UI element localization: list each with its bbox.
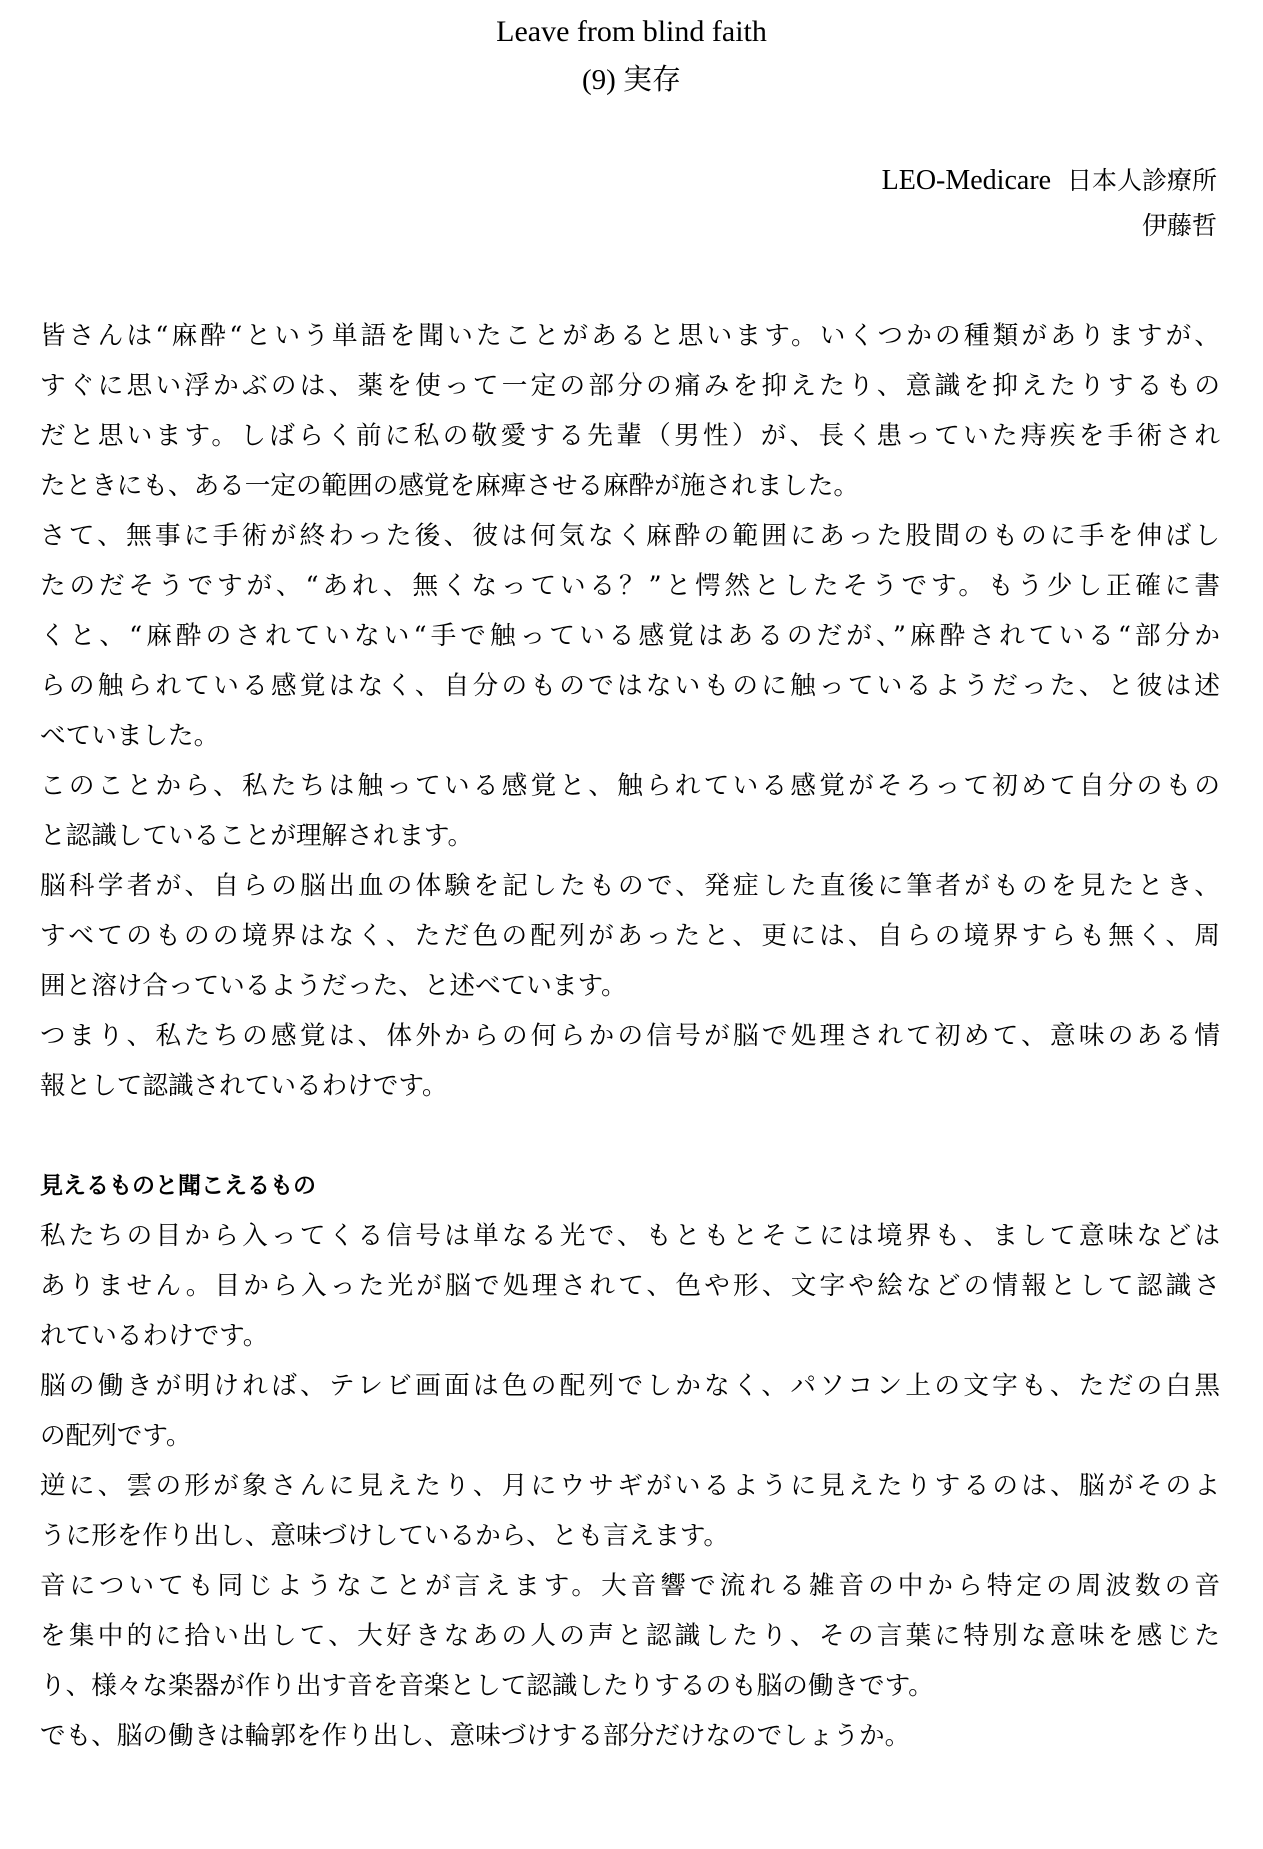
paragraph-line: さて、無事に手術が終わった後、彼は何気なく麻酔の範囲にあった股間のものに手を伸ばし [40,521,1220,551]
section-heading: 見えるものと聞こえるもの [40,1173,316,1199]
paragraph-line: 皆さんは“麻酔“という単語を聞いたことがあると思います。いくつかの種類がありますが、 [40,321,1220,351]
paragraph-line: 逆に、雲の形が象さんに見えたり、月にウサギがいるように見えたりするのは、脳がそのよ [40,1471,1220,1501]
paragraph-line: 私たちの目から入ってくる信号は単なる光で、もともとそこには境界も、まして意味などは [40,1221,1220,1251]
paragraph-line: 脳科学者が、自らの脳出血の体験を記したもので、発症した直後に筆者がものを見たとき、 [40,871,1220,901]
paragraph-line: べていました。 [40,721,220,751]
paragraph-line: つまり、私たちの感覚は、体外からの何らかの信号が脳で処理されて初めて、意味のある情 [40,1021,1220,1051]
paragraph-line: だと思います。しばらく前に私の敬愛する先輩（男性）が、長く患っていた痔疾を手術され [40,421,1220,451]
paragraph-line: と認識していることが理解されます。 [40,821,474,851]
paragraph-line: このことから、私たちは触っている感覚と、触られている感覚がそろって初めて自分のもの [40,771,1220,801]
paragraph-line: でも、脳の働きは輪郭を作り出し、意味づけする部分だけなのでしょうか。 [40,1721,911,1751]
paragraph-line: すべてのものの境界はなく、ただ色の配列があったと、更には、自らの境界すらも無く、周 [40,921,1220,951]
paragraph-line: り、様々な楽器が作り出す音を音楽として認識したりするのも脳の働きです。 [40,1671,934,1701]
paragraph-line: すぐに思い浮かぶのは、薬を使って一定の部分の痛みを抑えたり、意識を抑えたりするもの [40,371,1220,401]
document-subtitle: (9) 実存 [581,64,682,96]
paragraph-line: 音についても同じようなことが言えます。大音響で流れる雑音の中から特定の周波数の音 [40,1571,1220,1601]
paragraph-line: 報として認識されているわけです。 [40,1071,448,1101]
author-organization [882,161,1217,201]
organization-name-japanese: 日本人診療所 [1066,166,1217,195]
paragraph-line: ありません。目から入った光が脳で処理されて、色や形、文字や絵などの情報として認識さ [40,1271,1220,1301]
paragraph-line: 囲と溶け合っているようだった、と述べています。 [40,971,627,1001]
article-body [40,311,1220,1761]
organization-name-latin: LEO-Medicare [881,165,1052,196]
paragraph-line: 脳の働きが明ければ、テレビ画面は色の配列でしかなく、パソコン上の文字も、ただの白黒 [40,1371,1220,1401]
paragraph-line: らの触られている感覚はなく、自分のものではないものに触っているようだった、と彼は述 [40,671,1220,701]
paragraph-spacer [40,1111,1220,1161]
paragraph-line: くと、“麻酔のされていない“手で触っている感覚はあるのだが、”麻酔されている“部分か [40,621,1220,651]
paragraph-line: たときにも、ある一定の範囲の感覚を麻痺させる麻酔が施されました。 [40,471,860,501]
author-name: 伊藤哲 [1141,211,1217,240]
paragraph-line: を集中的に拾い出して、大好きなあの人の声と認識したり、その言葉に特別な意味を感じた [40,1621,1220,1651]
document-title: Leave from blind faith [496,15,767,48]
paragraph-line: うに形を作り出し、意味づけしているから、とも言えます。 [40,1521,729,1551]
paragraph-line: の配列です。 [40,1421,192,1451]
paragraph-line: れているわけです。 [40,1321,269,1351]
paragraph-line: たのだそうですが、“あれ、無くなっている？”と愕然としたそうです。もう少し正確に書 [40,571,1220,601]
